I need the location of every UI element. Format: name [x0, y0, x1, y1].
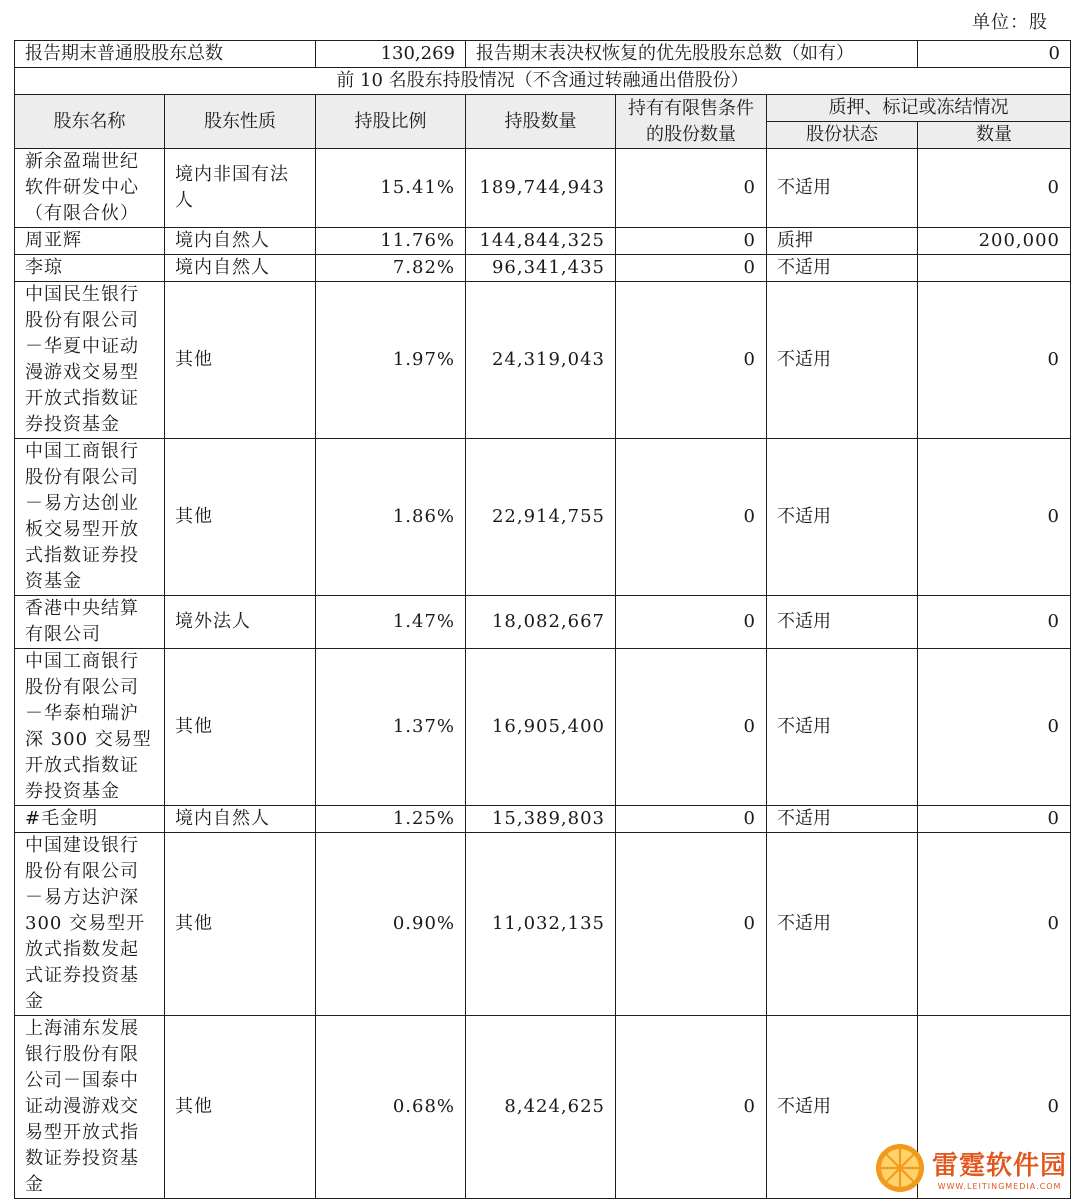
- shareholder-name: 李琼: [15, 255, 165, 282]
- shareholder-nature: 境外法人: [165, 596, 316, 649]
- shareholder-name: 新余盈瑞世纪软件研发中心（有限合伙）: [15, 149, 165, 228]
- pledge-status: 不适用: [767, 596, 918, 649]
- holding-quantity: 16,905,400: [466, 649, 616, 806]
- watermark-url: WWW.LEITINGMEDIA.COM: [937, 1182, 1062, 1191]
- pledge-status: 不适用: [767, 833, 918, 1016]
- shareholder-name: 上海浦东发展银行股份有限公司－国泰中证动漫游戏交易型开放式指数证券投资基金: [15, 1016, 165, 1199]
- header-pledge-amount: 数量: [918, 122, 1071, 149]
- shareholder-nature: 境内非国有法人: [165, 149, 316, 228]
- pledge-status: 不适用: [767, 149, 918, 228]
- holding-ratio: 11.76%: [316, 228, 466, 255]
- table-row: [15, 439, 1071, 596]
- holding-ratio: 0.90%: [316, 833, 466, 1016]
- holding-quantity: 11,032,135: [466, 833, 616, 1016]
- pledge-amount: 0: [918, 806, 1071, 833]
- pledge-amount: 0: [918, 149, 1071, 228]
- pledge-status: 不适用: [767, 282, 918, 439]
- restricted-shares: 0: [616, 596, 767, 649]
- holding-quantity: 144,844,325: [466, 228, 616, 255]
- table-row: [15, 255, 1071, 282]
- total-preferred-shareholders-label: 报告期末表决权恢复的优先股股东总数（如有）: [466, 41, 918, 68]
- table-row: [15, 649, 1071, 806]
- holding-ratio: 0.68%: [316, 1016, 466, 1199]
- shareholder-nature: 其他: [165, 439, 316, 596]
- header-nature: 股东性质: [165, 95, 316, 149]
- restricted-shares: 0: [616, 149, 767, 228]
- restricted-shares: 0: [616, 228, 767, 255]
- pledge-amount: 0: [918, 282, 1071, 439]
- restricted-shares: 0: [616, 439, 767, 596]
- pledge-status: 不适用: [767, 439, 918, 596]
- pledge-amount: 0: [918, 649, 1071, 806]
- restricted-shares: 0: [616, 649, 767, 806]
- pledge-amount: 0: [918, 439, 1071, 596]
- shareholder-nature: 其他: [165, 833, 316, 1016]
- holding-ratio: 7.82%: [316, 255, 466, 282]
- shareholder-nature: 其他: [165, 649, 316, 806]
- holding-quantity: 189,744,943: [466, 149, 616, 228]
- holding-ratio: 1.25%: [316, 806, 466, 833]
- shareholder-name: 香港中央结算有限公司: [15, 596, 165, 649]
- header-ratio: 持股比例: [316, 95, 466, 149]
- table-row: [15, 806, 1071, 833]
- restricted-shares: 0: [616, 255, 767, 282]
- section-title: 前 10 名股东持股情况（不含通过转融通出借股份）: [15, 68, 1071, 95]
- table-row: [15, 596, 1071, 649]
- header-pledge-group: 质押、标记或冻结情况: [767, 95, 1071, 122]
- holding-quantity: 96,341,435: [466, 255, 616, 282]
- shareholder-name: 中国建设银行股份有限公司－易方达沪深 300 交易型开放式指数发起式证券投资基金: [15, 833, 165, 1016]
- holding-quantity: 22,914,755: [466, 439, 616, 596]
- pledge-amount: [918, 255, 1071, 282]
- restricted-shares: 0: [616, 1016, 767, 1199]
- pledge-amount: 0: [918, 833, 1071, 1016]
- restricted-shares: 0: [616, 833, 767, 1016]
- holding-quantity: 24,319,043: [466, 282, 616, 439]
- holding-ratio: 15.41%: [316, 149, 466, 228]
- table-row: [15, 833, 1071, 1016]
- section-title-row: [15, 68, 1071, 95]
- summary-row: [15, 41, 1071, 68]
- shareholder-nature: 其他: [165, 1016, 316, 1199]
- table-row: [15, 149, 1071, 228]
- watermark-title: 雷霆软件园: [932, 1151, 1068, 1181]
- restricted-shares: 0: [616, 806, 767, 833]
- shareholder-name: 中国民生银行股份有限公司－华夏中证动漫游戏交易型开放式指数证券投资基金: [15, 282, 165, 439]
- total-common-shareholders-value: 130,269: [316, 41, 466, 68]
- shareholder-name: 中国工商银行股份有限公司－易方达创业板交易型开放式指数证券投资基金: [15, 439, 165, 596]
- holding-ratio: 1.86%: [316, 439, 466, 596]
- shareholder-name: 中国工商银行股份有限公司－华泰柏瑞沪深 300 交易型开放式指数证券投资基金: [15, 649, 165, 806]
- holding-ratio: 1.97%: [316, 282, 466, 439]
- holding-quantity: 8,424,625: [466, 1016, 616, 1199]
- holding-ratio: 1.37%: [316, 649, 466, 806]
- pledge-status: 不适用: [767, 1016, 918, 1199]
- header-name: 股东名称: [15, 95, 165, 149]
- watermark-logo: [874, 1140, 1074, 1196]
- total-common-shareholders-label: 报告期末普通股股东总数: [15, 41, 316, 68]
- pledge-status: 不适用: [767, 649, 918, 806]
- table-row: [15, 228, 1071, 255]
- shareholder-table: [14, 40, 1071, 1199]
- table-row: [15, 282, 1071, 439]
- pledge-status: 不适用: [767, 806, 918, 833]
- holding-quantity: 15,389,803: [466, 806, 616, 833]
- header-pledge-status: 股份状态: [767, 122, 918, 149]
- shareholder-nature: 境内自然人: [165, 228, 316, 255]
- pledge-status: 质押: [767, 228, 918, 255]
- header-quantity: 持股数量: [466, 95, 616, 149]
- holding-quantity: 18,082,667: [466, 596, 616, 649]
- orange-slice-icon: [874, 1142, 926, 1194]
- pledge-amount: 0: [918, 1016, 1071, 1199]
- shareholder-nature: 其他: [165, 282, 316, 439]
- shareholder-nature: 境内自然人: [165, 255, 316, 282]
- header-restricted: 持有有限售条件的股份数量: [616, 95, 767, 149]
- holding-ratio: 1.47%: [316, 596, 466, 649]
- pledge-status: 不适用: [767, 255, 918, 282]
- header-row-1: [15, 95, 1071, 122]
- pledge-amount: 0: [918, 596, 1071, 649]
- shareholder-name: #毛金明: [15, 806, 165, 833]
- shareholder-nature: 境内自然人: [165, 806, 316, 833]
- shareholder-name: 周亚辉: [15, 228, 165, 255]
- total-preferred-shareholders-value: 0: [918, 41, 1071, 68]
- restricted-shares: 0: [616, 282, 767, 439]
- unit-label: 单位：股: [972, 12, 1048, 33]
- pledge-amount: 200,000: [918, 228, 1071, 255]
